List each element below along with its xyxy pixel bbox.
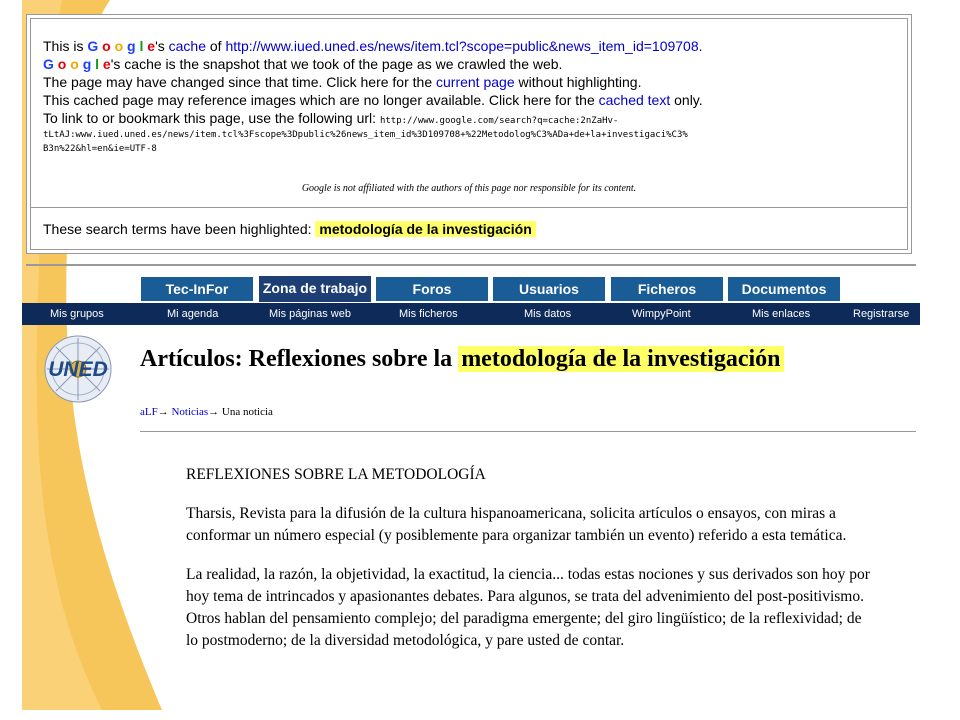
breadcrumb-current: Una noticia <box>221 406 273 418</box>
arrow-icon: → <box>157 406 169 418</box>
tab-zona-de-trabajo[interactable]: Zona de trabajo <box>258 275 372 303</box>
subnav-mis-grupos[interactable]: Mis grupos <box>50 308 104 320</box>
tab-tec-infor[interactable]: Tec-InFor <box>141 277 253 301</box>
article-paragraph-1: Tharsis, Revista para la difusión de la cultura hispanoamericana, solicita artículos o ensayos, con miras a conformar un número especial (y posiblemente para organizar también un evento) referido a esta temática. <box>186 505 847 544</box>
separator <box>26 264 916 266</box>
highlight-notice: These search terms have been highlighted: metodología de la investigación <box>43 221 536 237</box>
text-this-is: This is <box>43 38 88 54</box>
uned-logo <box>36 332 120 406</box>
disclaimer: Google is not affiliated with the authors of this page nor responsible for its content. <box>301 183 637 194</box>
bookmark-url-3: B3n%22&hl=en&ie=UTF-8 <box>43 144 157 154</box>
highlighted-terms: metodología de la investigación <box>315 221 535 237</box>
bookmark-url-1: http://www.google.com/search?q=cache:2nZaHv- <box>379 116 619 126</box>
cache-notice-box <box>26 14 912 254</box>
divider <box>140 431 916 432</box>
article-body <box>186 464 876 669</box>
subnav-mis-datos[interactable]: Mis datos <box>524 308 572 320</box>
bookmark-url-2: tLtAJ:www.iued.uned.es/news/item.tcl%3Fscope%3Dpublic%26news_item_id%3D109708+%22Metodolog%C3%ADa+de+la+investigaci%C3% <box>43 130 688 140</box>
tab-usuarios[interactable]: Usuarios <box>493 277 605 301</box>
subnav-registrarse[interactable]: Registrarse <box>853 308 910 320</box>
bookmark-instructions: To link to or bookmark this page, use the following url: <box>43 110 380 126</box>
original-url-link[interactable]: http://www.iued.uned.es/news/item.tcl?scope=public&news_item_id=109708 <box>225 38 699 54</box>
cache-link[interactable]: cache <box>168 38 206 54</box>
subnav-mis-ficheros[interactable]: Mis ficheros <box>399 308 458 320</box>
page-title-highlight: metodología de la investigación <box>458 346 783 372</box>
tab-documentos[interactable]: Documentos <box>728 277 840 301</box>
page-title: Artículos: Reflexiones sobre la metodología de la investigación <box>140 346 784 373</box>
breadcrumb-noticias[interactable]: Noticias <box>171 406 209 418</box>
subnav-bar <box>22 303 920 325</box>
subnav-mis-paginas-web[interactable]: Mis páginas web <box>269 308 351 320</box>
cache-notice-text: This is G o o g l e's cache of http://www.iued.uned.es/news/item.tcl?scope=public&news_item_id=109708. G o o g l e's cache is the snapshot that we took of the page as we crawled the web. The page may have changed since that time. Click here for the current page without highlighting. This cached page may reference images which are no longer available. Click here for the cached text only. To link to or bookmark this page, use the following url: http://www.google.com/search?q=cache:2nZaHv- tLtAJ:www.iued.uned.es/news/item.tcl%3Fscope%3Dpublic%26news_item_id%3D109708+%22Metodolog%C3%ADa+de+la+investigaci%C3% B3n%22&hl=en&ie=UTF-8 <box>43 38 703 154</box>
subnav-mi-agenda[interactable]: Mi agenda <box>167 308 219 320</box>
subnav-mis-enlaces[interactable]: Mis enlaces <box>752 308 811 320</box>
tab-foros[interactable]: Foros <box>376 277 488 301</box>
article-paragraph-2: La realidad, la razón, la objetividad, la exactitud, la ciencia... todas estas nociones y sus derivados son hoy por hoy tema de intrincados y apasionantes debates. Para algunos, se trata del advenimiento del post-positivismo. Otros hablan del pensamiento complejo; del paradigma emergente; del giro lingüístico; de la reflexividad; de lo postmoderno; de la diversidad metodológica, y pare usted de contar. <box>186 566 870 649</box>
google-wordmark-2: G o o g l e <box>43 56 111 72</box>
current-page-link[interactable]: current page <box>436 74 515 90</box>
svg-text:UNED: UNED <box>48 358 108 381</box>
article-heading: REFLEXIONES SOBRE LA METODOLOGÍA <box>186 466 486 483</box>
cached-text-link[interactable]: cached text <box>598 92 671 108</box>
google-wordmark: G o o g l e <box>87 38 156 54</box>
arrow-icon: → <box>208 406 220 418</box>
subnav-wimpypoint[interactable]: WimpyPoint <box>632 308 691 320</box>
breadcrumb <box>140 406 273 418</box>
tab-ficheros[interactable]: Ficheros <box>611 277 723 301</box>
breadcrumb-alf[interactable]: aLF <box>140 406 158 418</box>
